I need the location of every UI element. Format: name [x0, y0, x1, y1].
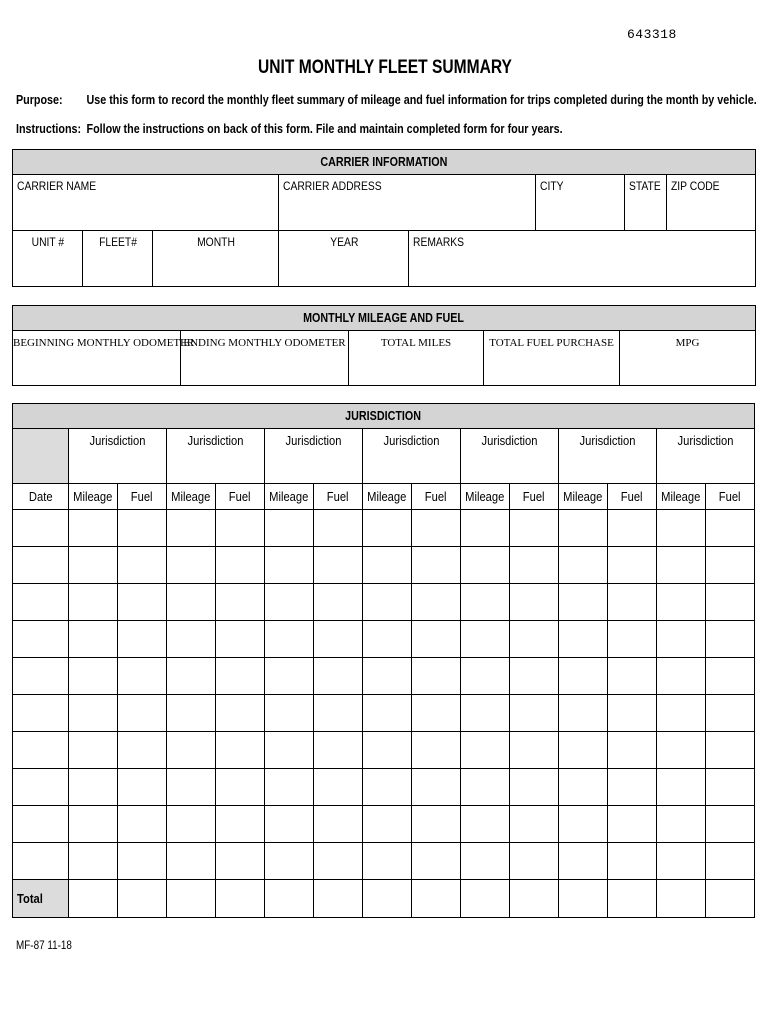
entry-cell[interactable]: [461, 584, 510, 621]
date-cell[interactable]: [13, 769, 69, 806]
entry-cell[interactable]: [314, 732, 363, 769]
form-number: 643318: [627, 27, 677, 42]
mileage-column-header: Mileage: [265, 484, 314, 510]
date-cell[interactable]: [13, 510, 69, 547]
entry-cell[interactable]: [412, 806, 461, 843]
entry-cell[interactable]: [412, 584, 461, 621]
entry-cell[interactable]: [510, 695, 559, 732]
entry-cell[interactable]: [265, 732, 314, 769]
entry-cell[interactable]: [657, 584, 706, 621]
entry-cell[interactable]: [657, 769, 706, 806]
entry-cell[interactable]: [412, 732, 461, 769]
entry-cell[interactable]: [510, 547, 559, 584]
entry-cell[interactable]: [69, 510, 118, 547]
entry-cell[interactable]: [314, 547, 363, 584]
entry-cell[interactable]: [510, 732, 559, 769]
entry-cell[interactable]: [412, 621, 461, 658]
entry-cell[interactable]: [363, 510, 412, 547]
table-row: [13, 547, 755, 584]
total-fuel-purchase-field[interactable]: TOTAL FUEL PURCHASE: [484, 331, 620, 386]
entry-cell[interactable]: [363, 584, 412, 621]
entry-cell[interactable]: [265, 547, 314, 584]
entry-cell[interactable]: [706, 584, 755, 621]
date-cell[interactable]: [13, 843, 69, 880]
entry-cell[interactable]: [412, 769, 461, 806]
table-row: [13, 621, 755, 658]
table-row: [13, 658, 755, 695]
date-cell[interactable]: [13, 806, 69, 843]
entry-cell[interactable]: [608, 547, 657, 584]
entry-cell[interactable]: [69, 732, 118, 769]
entry-cell[interactable]: [167, 806, 216, 843]
entry-cell[interactable]: [216, 843, 265, 880]
entry-cell[interactable]: [706, 732, 755, 769]
entry-cell[interactable]: [706, 695, 755, 732]
total-miles-field[interactable]: TOTAL MILES: [349, 331, 484, 386]
jurisdiction-name-1[interactable]: Jurisdiction: [69, 429, 167, 484]
entry-cell[interactable]: [69, 806, 118, 843]
entry-cell[interactable]: [216, 658, 265, 695]
unit-number-field[interactable]: UNIT #: [13, 231, 83, 287]
total-cell[interactable]: [363, 880, 412, 918]
entry-cell[interactable]: [461, 732, 510, 769]
jurisdiction-name-2[interactable]: Jurisdiction: [167, 429, 265, 484]
entry-cell[interactable]: [608, 695, 657, 732]
fleet-number-field[interactable]: FLEET#: [83, 231, 153, 287]
table-row: [13, 769, 755, 806]
table-row: [13, 806, 755, 843]
entry-cell[interactable]: [608, 658, 657, 695]
entry-cell[interactable]: [559, 547, 608, 584]
entry-cell[interactable]: [706, 510, 755, 547]
entry-cell[interactable]: [706, 843, 755, 880]
entry-cell[interactable]: [559, 843, 608, 880]
entry-cell[interactable]: [461, 695, 510, 732]
entry-cell[interactable]: [363, 658, 412, 695]
total-label: Total: [13, 880, 69, 918]
entry-cell[interactable]: [167, 584, 216, 621]
total-cell[interactable]: [314, 880, 363, 918]
jurisdiction-name-7[interactable]: Jurisdiction: [657, 429, 755, 484]
mileage-column-header: Mileage: [69, 484, 118, 510]
jurisdiction-table: [12, 403, 755, 918]
table-row: [13, 510, 755, 547]
entry-cell[interactable]: [608, 510, 657, 547]
entry-cell[interactable]: [706, 806, 755, 843]
date-cell[interactable]: [13, 732, 69, 769]
ending-odometer-field[interactable]: ENDING MONTHLY ODOMETER: [181, 331, 349, 386]
carrier-information-table: [12, 149, 756, 287]
jurisdiction-header: JURISDICTION: [13, 404, 755, 429]
purpose-label: Purpose:: [16, 93, 63, 107]
entry-cell[interactable]: [265, 769, 314, 806]
entry-cell[interactable]: [265, 621, 314, 658]
state-field[interactable]: STATE: [625, 175, 667, 231]
fuel-column-header: Fuel: [118, 484, 167, 510]
beginning-odometer-field[interactable]: BEGINNING MONTHLY ODOMETER: [13, 331, 181, 386]
entry-cell[interactable]: [510, 658, 559, 695]
fuel-column-header: Fuel: [510, 484, 559, 510]
total-cell[interactable]: [167, 880, 216, 918]
entry-cell[interactable]: [216, 732, 265, 769]
entry-cell[interactable]: [363, 769, 412, 806]
date-cell[interactable]: [13, 695, 69, 732]
entry-cell[interactable]: [118, 621, 167, 658]
entry-cell[interactable]: [657, 510, 706, 547]
date-cell[interactable]: [13, 658, 69, 695]
total-cell[interactable]: [706, 880, 755, 918]
entry-cell[interactable]: [706, 769, 755, 806]
zip-code-field[interactable]: ZIP CODE: [667, 175, 756, 231]
entry-cell[interactable]: [559, 621, 608, 658]
entry-cell[interactable]: [167, 769, 216, 806]
entry-cell[interactable]: [363, 806, 412, 843]
entry-cell[interactable]: [510, 843, 559, 880]
purpose-line: [16, 93, 757, 107]
entry-cell[interactable]: [167, 621, 216, 658]
total-cell[interactable]: [510, 880, 559, 918]
carrier-name-field[interactable]: CARRIER NAME: [13, 175, 279, 231]
entry-cell[interactable]: [314, 510, 363, 547]
total-cell[interactable]: [608, 880, 657, 918]
entry-cell[interactable]: [412, 695, 461, 732]
entry-cell[interactable]: [216, 695, 265, 732]
entry-cell[interactable]: [314, 695, 363, 732]
entry-cell[interactable]: [167, 510, 216, 547]
entry-cell[interactable]: [216, 621, 265, 658]
entry-cell[interactable]: [559, 732, 608, 769]
fuel-column-header: Fuel: [216, 484, 265, 510]
entry-cell[interactable]: [608, 621, 657, 658]
entry-cell[interactable]: [363, 843, 412, 880]
date-cell[interactable]: [13, 621, 69, 658]
mileage-column-header: Mileage: [657, 484, 706, 510]
entry-cell[interactable]: [118, 732, 167, 769]
date-column-header: Date: [13, 484, 69, 510]
entry-cell[interactable]: [461, 621, 510, 658]
entry-cell[interactable]: [559, 806, 608, 843]
total-cell[interactable]: [412, 880, 461, 918]
entry-cell[interactable]: [118, 584, 167, 621]
fuel-column-header: Fuel: [314, 484, 363, 510]
entry-cell[interactable]: [461, 547, 510, 584]
entry-cell[interactable]: [412, 843, 461, 880]
entry-cell[interactable]: [657, 695, 706, 732]
entry-cell[interactable]: [69, 584, 118, 621]
entry-cell[interactable]: [167, 695, 216, 732]
entry-cell[interactable]: [118, 806, 167, 843]
entry-cell[interactable]: [69, 547, 118, 584]
entry-cell[interactable]: [363, 695, 412, 732]
entry-cell[interactable]: [559, 769, 608, 806]
entry-cell[interactable]: [216, 584, 265, 621]
carrier-information-header: CARRIER INFORMATION: [13, 150, 756, 175]
entry-cell[interactable]: [510, 584, 559, 621]
mileage-column-header: Mileage: [461, 484, 510, 510]
entry-cell[interactable]: [118, 843, 167, 880]
entry-cell[interactable]: [706, 621, 755, 658]
entry-cell[interactable]: [657, 732, 706, 769]
entry-cell[interactable]: [118, 769, 167, 806]
entry-cell[interactable]: [657, 547, 706, 584]
entry-cell[interactable]: [314, 769, 363, 806]
table-row: [13, 732, 755, 769]
entry-cell[interactable]: [118, 658, 167, 695]
month-field[interactable]: MONTH: [153, 231, 279, 287]
entry-cell[interactable]: [314, 806, 363, 843]
entry-cell[interactable]: [363, 621, 412, 658]
entry-cell[interactable]: [216, 806, 265, 843]
corner-cell: [13, 429, 69, 484]
mileage-column-header: Mileage: [363, 484, 412, 510]
total-cell[interactable]: [69, 880, 118, 918]
instructions-line: [16, 122, 563, 136]
entry-cell[interactable]: [265, 843, 314, 880]
jurisdiction-name-5[interactable]: Jurisdiction: [461, 429, 559, 484]
entry-cell[interactable]: [167, 658, 216, 695]
entry-cell[interactable]: [412, 547, 461, 584]
entry-cell[interactable]: [461, 843, 510, 880]
fuel-column-header: Fuel: [706, 484, 755, 510]
entry-cell[interactable]: [559, 658, 608, 695]
entry-cell[interactable]: [167, 732, 216, 769]
entry-cell[interactable]: [118, 510, 167, 547]
city-field[interactable]: CITY: [536, 175, 625, 231]
mileage-column-header: Mileage: [167, 484, 216, 510]
remarks-field[interactable]: REMARKS: [409, 231, 756, 287]
entry-cell[interactable]: [69, 769, 118, 806]
carrier-address-field[interactable]: CARRIER ADDRESS: [279, 175, 536, 231]
form-revision: MF-87 11-18: [16, 940, 72, 952]
entry-cell[interactable]: [314, 658, 363, 695]
entry-cell[interactable]: [559, 584, 608, 621]
entry-cell[interactable]: [314, 584, 363, 621]
entry-cell[interactable]: [461, 658, 510, 695]
year-field[interactable]: YEAR: [279, 231, 409, 287]
entry-cell[interactable]: [706, 547, 755, 584]
entry-cell[interactable]: [216, 547, 265, 584]
total-cell[interactable]: [216, 880, 265, 918]
entry-cell[interactable]: [608, 806, 657, 843]
mileage-fuel-header: MONTHLY MILEAGE AND FUEL: [13, 306, 756, 331]
entry-cell[interactable]: [608, 732, 657, 769]
entry-cell[interactable]: [510, 769, 559, 806]
entry-cell[interactable]: [412, 510, 461, 547]
entry-cell[interactable]: [69, 621, 118, 658]
jurisdiction-name-3[interactable]: Jurisdiction: [265, 429, 363, 484]
entry-cell[interactable]: [167, 547, 216, 584]
entry-cell[interactable]: [510, 806, 559, 843]
jurisdiction-name-6[interactable]: Jurisdiction: [559, 429, 657, 484]
entry-cell[interactable]: [314, 621, 363, 658]
entry-cell[interactable]: [216, 510, 265, 547]
entry-cell[interactable]: [118, 695, 167, 732]
entry-cell[interactable]: [167, 843, 216, 880]
entry-cell[interactable]: [559, 695, 608, 732]
entry-cell[interactable]: [608, 769, 657, 806]
total-cell[interactable]: [559, 880, 608, 918]
monthly-mileage-fuel-table: [12, 305, 756, 386]
entry-cell[interactable]: [265, 806, 314, 843]
purpose-text: Use this form to record the monthly fleet summary of mileage and fuel information for trips completed during the month by vehicle.: [86, 93, 757, 107]
jurisdiction-name-4[interactable]: Jurisdiction: [363, 429, 461, 484]
mpg-field[interactable]: MPG: [620, 331, 756, 386]
entry-cell[interactable]: [265, 510, 314, 547]
total-cell[interactable]: [461, 880, 510, 918]
table-row: [13, 584, 755, 621]
entry-cell[interactable]: [314, 843, 363, 880]
entry-cell[interactable]: [69, 658, 118, 695]
entry-cell[interactable]: [265, 695, 314, 732]
entry-cell[interactable]: [608, 584, 657, 621]
total-cell[interactable]: [118, 880, 167, 918]
entry-cell[interactable]: [657, 658, 706, 695]
entry-cell[interactable]: [657, 806, 706, 843]
date-cell[interactable]: [13, 584, 69, 621]
total-row: [13, 880, 755, 918]
entry-cell[interactable]: [510, 621, 559, 658]
date-cell[interactable]: [13, 547, 69, 584]
total-cell[interactable]: [265, 880, 314, 918]
entry-cell[interactable]: [461, 769, 510, 806]
entry-cell[interactable]: [461, 510, 510, 547]
entry-cell[interactable]: [118, 547, 167, 584]
entry-cell[interactable]: [363, 732, 412, 769]
entry-cell[interactable]: [657, 621, 706, 658]
mileage-column-header: Mileage: [559, 484, 608, 510]
table-row: [13, 843, 755, 880]
entry-cell[interactable]: [510, 510, 559, 547]
instructions-text: Follow the instructions on back of this form. File and maintain completed form for four years.: [86, 122, 563, 136]
entry-cell[interactable]: [265, 658, 314, 695]
entry-cell[interactable]: [559, 510, 608, 547]
instructions-label: Instructions:: [16, 122, 82, 136]
total-cell[interactable]: [657, 880, 706, 918]
entry-cell[interactable]: [216, 769, 265, 806]
fuel-column-header: Fuel: [412, 484, 461, 510]
entry-cell[interactable]: [608, 843, 657, 880]
table-row: [13, 695, 755, 732]
entry-cell[interactable]: [657, 843, 706, 880]
entry-cell[interactable]: [412, 658, 461, 695]
fuel-column-header: Fuel: [608, 484, 657, 510]
entry-cell[interactable]: [461, 806, 510, 843]
entry-cell[interactable]: [706, 658, 755, 695]
entry-cell[interactable]: [265, 584, 314, 621]
entry-cell[interactable]: [363, 547, 412, 584]
page-title: UNIT MONTHLY FLEET SUMMARY: [258, 57, 512, 78]
entry-cell[interactable]: [69, 695, 118, 732]
entry-cell[interactable]: [69, 843, 118, 880]
